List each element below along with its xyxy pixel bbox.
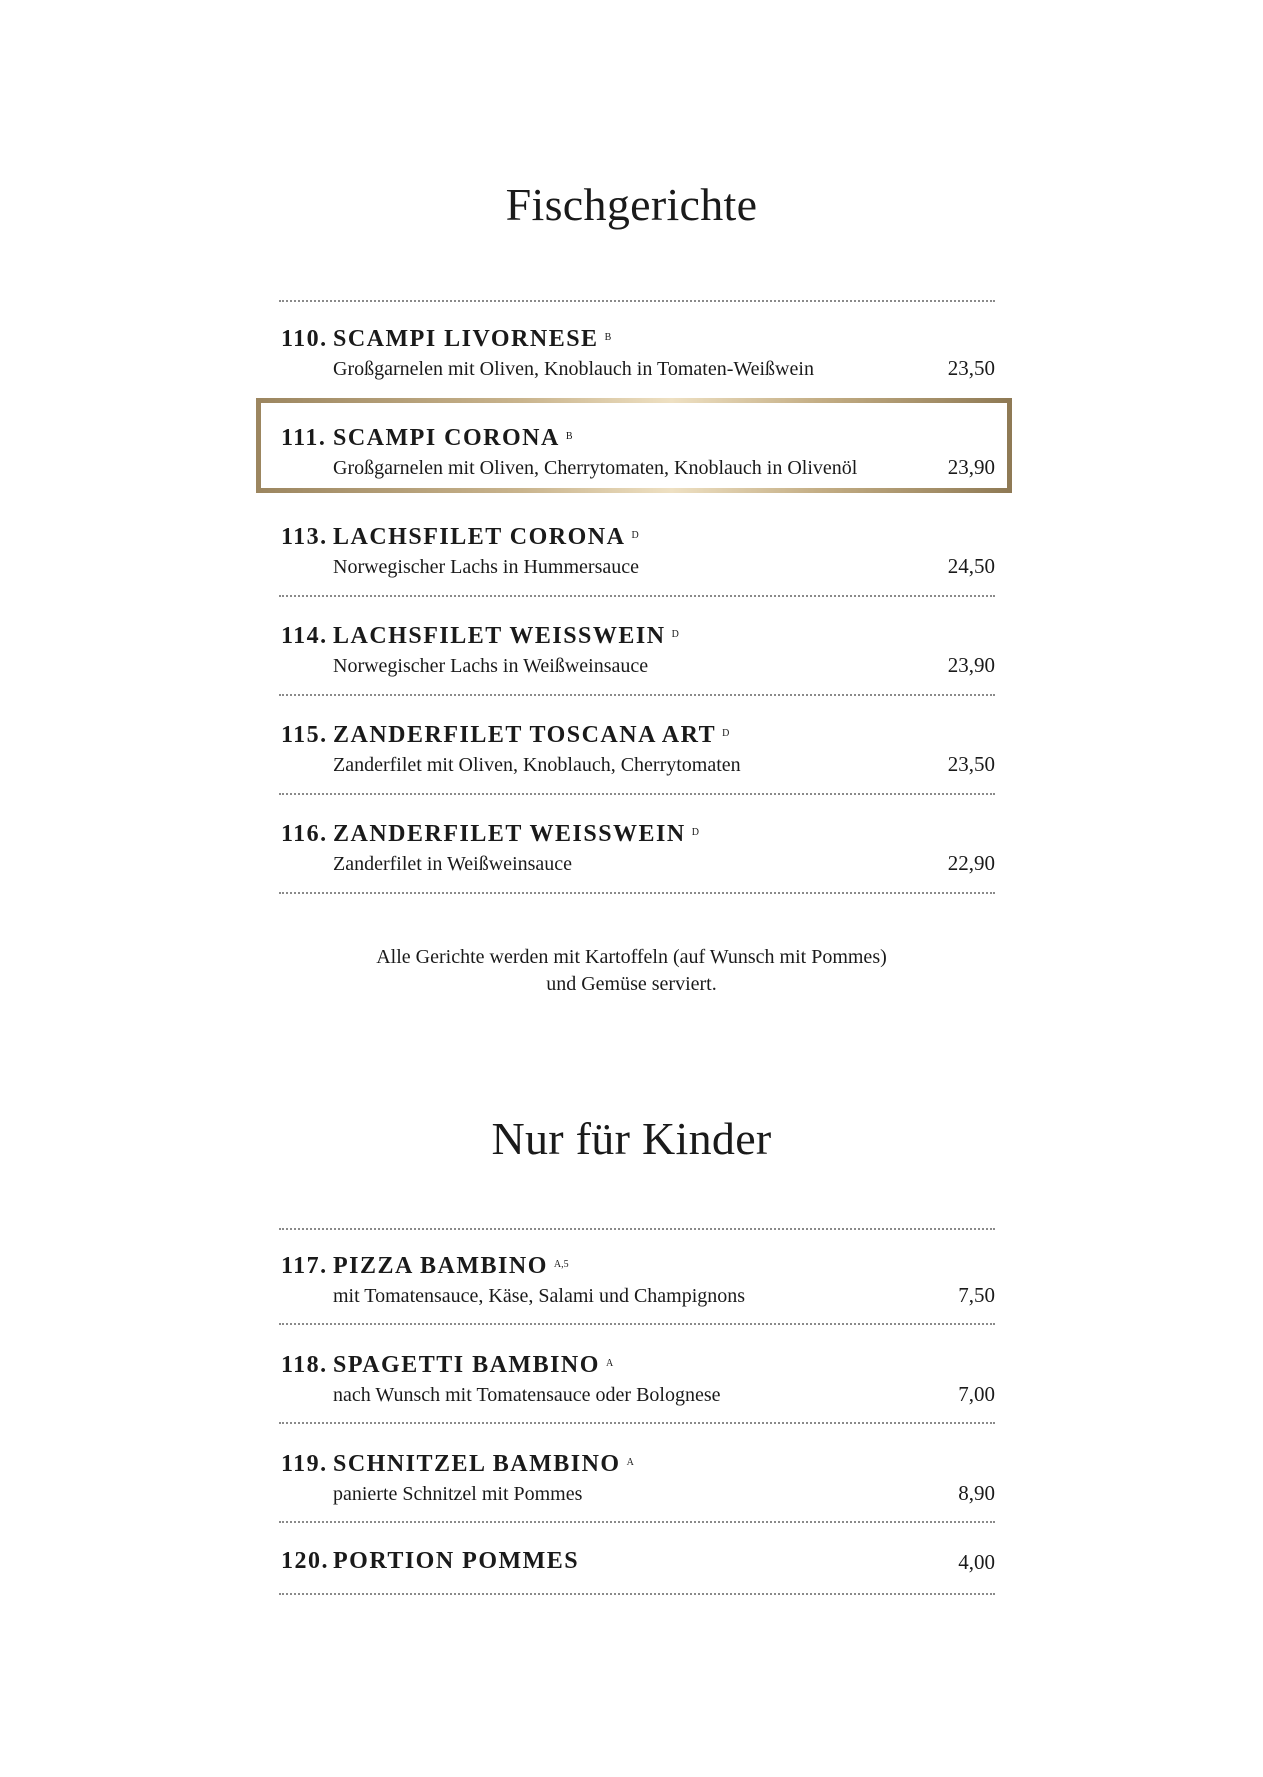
item-price: 4,00: [958, 1550, 995, 1574]
item-number: 115.: [281, 722, 328, 748]
allergen-code: D: [631, 530, 639, 541]
item-number: 114.: [281, 623, 328, 649]
menu-item-114: [279, 623, 995, 709]
menu-item-117: [279, 1253, 995, 1339]
item-description: Zanderfilet in Weißweinsauce: [333, 853, 573, 875]
note-line: Alle Gerichte werden mit Kartoffeln (auf Wunsch mit Pommes): [376, 946, 887, 968]
item-number: 110.: [281, 326, 328, 352]
item-number: 117.: [281, 1253, 328, 1279]
item-description: mit Tomatensauce, Käse, Salami und Champignons: [333, 1285, 746, 1307]
item-number: 113.: [281, 524, 328, 550]
item-price: 23,50: [947, 752, 995, 776]
divider: [279, 1521, 995, 1523]
side-dish-note: [0, 944, 1263, 998]
item-number: 111.: [281, 425, 327, 451]
item-name: PIZZA BAMBINO $^{A,5}$: [333, 1253, 569, 1279]
section-title-kids: Nur für Kinder: [491, 1113, 772, 1164]
menu-item-115: [279, 722, 995, 808]
item-description: Großgarnelen mit Oliven, Knoblauch in Tomaten-Weißwein: [333, 358, 814, 380]
divider: [279, 892, 995, 894]
item-name: LACHSFILET WEISSWEIN $^D$: [333, 623, 679, 649]
item-description: Norwegischer Lachs in Weißweinsauce: [333, 655, 649, 677]
item-description: panierte Schnitzel mit Pommes: [333, 1483, 583, 1505]
section-title-fish: Fischgerichte: [505, 179, 758, 230]
item-number: 118.: [281, 1352, 328, 1378]
divider: [279, 1323, 995, 1325]
item-number: 116.: [281, 821, 328, 847]
item-name: ZANDERFILET WEISSWEIN $^D$: [333, 821, 699, 847]
menu-item-118: [279, 1352, 995, 1438]
divider: [279, 1593, 995, 1595]
item-number: 120.: [281, 1548, 329, 1574]
item-price: 23,50: [947, 356, 995, 380]
item-name: SPAGETTI BAMBINO $^A$: [333, 1352, 614, 1378]
allergen-code: D: [722, 728, 730, 739]
allergen-code: D: [671, 629, 679, 640]
item-description: Zanderfilet mit Oliven, Knoblauch, Cherrytomaten: [333, 754, 741, 776]
item-price: 8,90: [958, 1481, 995, 1505]
item-description: nach Wunsch mit Tomatensauce oder Bolognese: [333, 1384, 721, 1406]
item-description: Großgarnelen mit Oliven, Cherrytomaten, Knoblauch in Olivenöl: [333, 457, 858, 479]
item-price: 23,90: [947, 455, 995, 479]
item-price: 7,50: [958, 1283, 995, 1307]
item-name: SCAMPI LIVORNESE $^B$: [333, 326, 612, 352]
divider: [279, 595, 995, 597]
menu-item-120: [279, 1548, 995, 1588]
item-price: 22,90: [947, 851, 995, 875]
allergen-code: A: [626, 1457, 634, 1468]
allergen-code: A,5: [553, 1259, 569, 1270]
menu-item-113: [279, 524, 995, 610]
allergen-code: B: [565, 431, 573, 442]
menu-item-116: [279, 821, 995, 907]
divider: [279, 1422, 995, 1424]
item-name: PORTION POMMES: [333, 1548, 580, 1574]
item-number: 119.: [281, 1451, 328, 1477]
menu-item-111: [279, 425, 995, 511]
menu-item-119: [279, 1451, 995, 1537]
divider: [279, 793, 995, 795]
item-name: SCHNITZEL BAMBINO $^A$: [333, 1451, 634, 1477]
item-name: SCAMPI CORONA $^B$: [333, 425, 573, 451]
divider: [279, 300, 995, 302]
item-name: ZANDERFILET TOSCANA ART $^D$: [333, 722, 730, 748]
note-line: und Gemüse serviert.: [546, 973, 717, 995]
item-description: Norwegischer Lachs in Hummersauce: [333, 556, 639, 578]
divider: [279, 1228, 995, 1230]
allergen-code: A: [605, 1358, 614, 1369]
divider: [279, 694, 995, 696]
item-price: 7,00: [958, 1382, 995, 1406]
item-name: LACHSFILET CORONA $^D$: [333, 524, 639, 550]
item-price: 23,90: [947, 653, 995, 677]
allergen-code: B: [604, 332, 612, 343]
allergen-code: D: [691, 827, 699, 838]
item-price: 24,50: [947, 554, 995, 578]
